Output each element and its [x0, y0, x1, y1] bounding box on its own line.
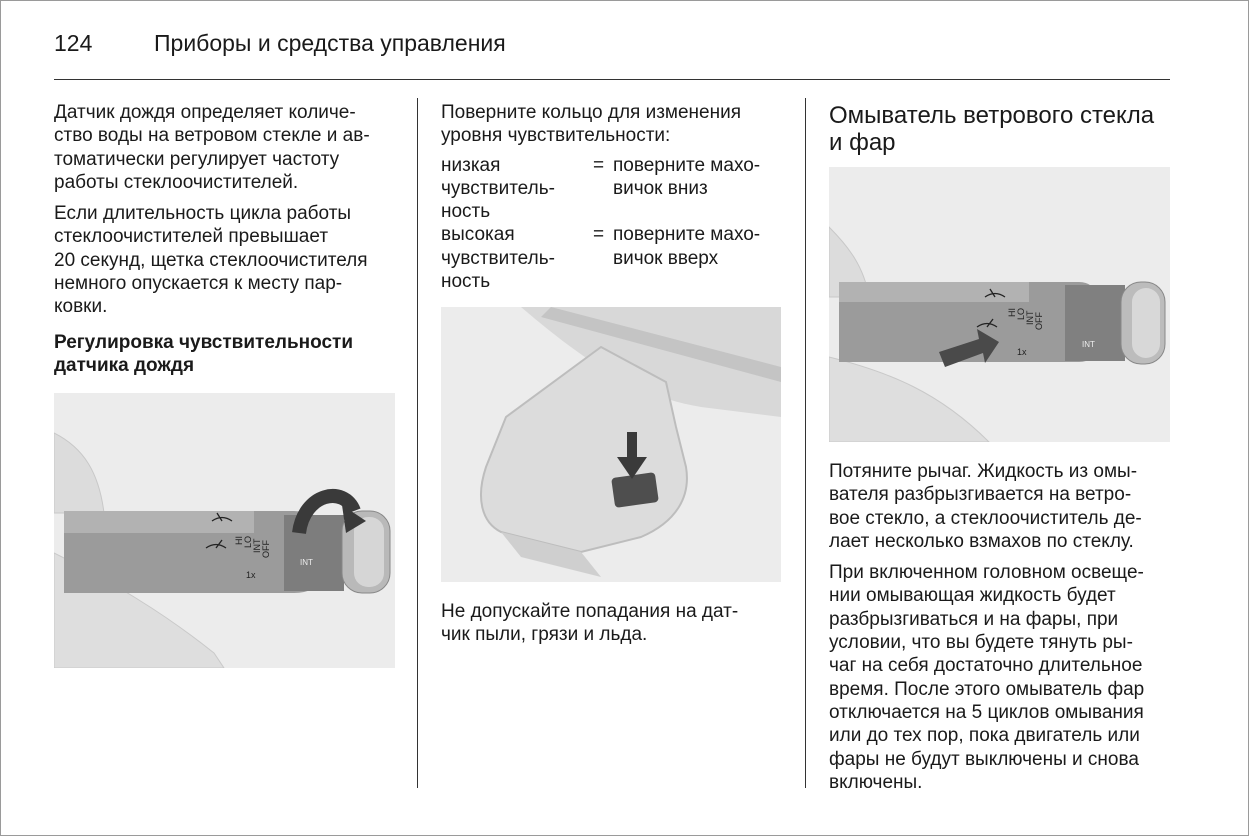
lever-label-off: OFF	[261, 540, 271, 558]
term-high: высокая чувствитель- ность	[441, 224, 555, 293]
header-divider	[54, 79, 1170, 80]
washer-paragraph-2: При включенном головном освеще- нии омывающая жидкость будет разбрызгиваться и на фары, при условии, что вы будете тянуть ры- чаг на себя достаточно длительное время. После этого омыватель фар отключается на 5 циклов омывания или до тех пор, пока двигатель или фары не будут выключены и снова включены.	[829, 562, 1145, 793]
ring-label-int: INT	[1082, 340, 1095, 349]
page-title: Приборы и средства управления	[154, 30, 506, 56]
sensitivity-table	[441, 154, 760, 294]
rain-sensor-paragraph: Датчик дождя определяет количе- ство воды на ветровом стекле и ав- томатически регулирует частоту работы стеклоочистителей.	[54, 102, 370, 193]
wiper-lever-figure	[54, 393, 395, 668]
lever-label-1x: 1x	[246, 570, 256, 580]
lever-label-off: OFF	[1034, 312, 1044, 330]
column-1	[54, 101, 399, 377]
page-number: 124	[54, 30, 93, 56]
washer-lever-figure	[829, 167, 1170, 442]
desc-low: поверните махо- вичок вниз	[613, 154, 761, 199]
equals-sign: =	[593, 224, 605, 246]
washer-paragraph-1: Потяните рычаг. Жидкость из омы- вателя разбрызгивается на ветро- вое стекло, а стеклоочиститель де- лает несколько взмахов по стеклу.	[829, 461, 1142, 552]
column-3-text	[829, 460, 1174, 802]
column-divider-1	[417, 98, 418, 788]
ring-label-int: INT	[300, 558, 313, 567]
wiper-cycle-paragraph: Если длительность цикла работы стеклоочистителей превышает 20 секунд, щетка стеклоочистителя немного опускается к месту пар- ковки.	[54, 203, 368, 318]
column-2	[441, 101, 786, 293]
column-divider-2	[805, 98, 806, 788]
sensitivity-row-low	[441, 154, 760, 224]
sensitivity-intro: Поверните кольцо для изменения уровня чувствительности:	[441, 102, 742, 147]
sensitivity-row-high	[441, 223, 760, 293]
sensor-note: Не допускайте попадания на дат- чик пыли, грязи и льда.	[441, 601, 739, 646]
lever-label-int: INT	[252, 538, 262, 553]
lever-label-lo: LO	[1016, 307, 1026, 320]
lever-label-1x: 1x	[1017, 347, 1027, 357]
lever-label-lo: LO	[243, 535, 253, 548]
washer-section-heading: Омыватель ветрового стекла и фар	[829, 102, 1155, 156]
lever-label-int: INT	[1025, 310, 1035, 325]
rain-sensor-figure	[441, 307, 781, 582]
lever-label-hi: HI	[1007, 308, 1017, 317]
equals-sign: =	[593, 154, 605, 176]
term-low: низкая чувствитель- ность	[441, 154, 555, 223]
desc-high: поверните махо- вичок вверх	[613, 224, 761, 269]
sensitivity-subheading: Регулировка чувствительности датчика дождя	[54, 331, 354, 376]
lever-label-hi: HI	[234, 536, 244, 545]
